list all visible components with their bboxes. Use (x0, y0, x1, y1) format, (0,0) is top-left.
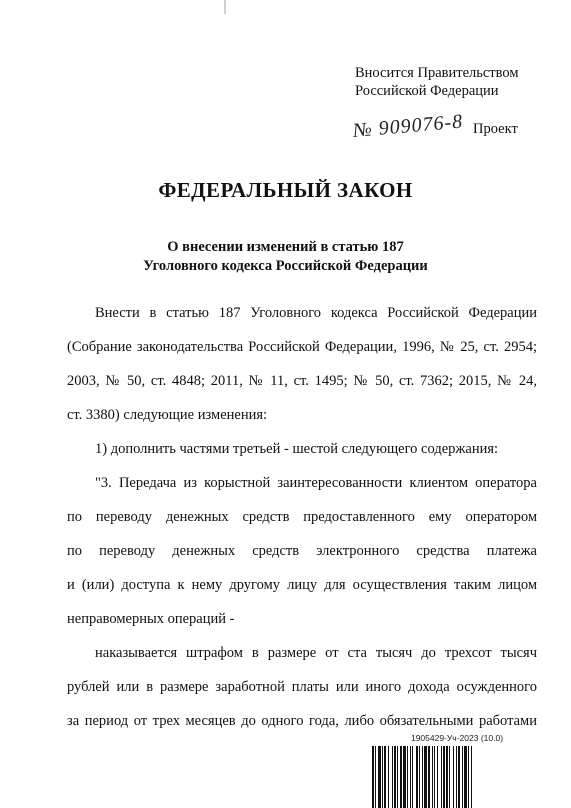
text-line: за период от трех месяцев до одного года, либо обязательными работами (67, 713, 537, 729)
document-title: ФЕДЕРАЛЬНЫЙ ЗАКОН (158, 178, 413, 202)
text-line: Внести в статью 187 Уголовного кодекса Российской Федерации (95, 305, 537, 321)
subtitle-line: Уголовного кодекса Российской Федерации (143, 258, 428, 274)
barcode-gap (472, 746, 474, 808)
handwritten-registration-number: № 909076-8 (351, 110, 465, 143)
barcode-block (372, 733, 542, 808)
text-line: рублей или в размере заработной платы или иного дохода осужденного (67, 679, 537, 695)
text-line: "3. Передача из корыстной заинтересованности клиентом оператора (95, 475, 537, 491)
text-line: и (или) доступа к нему другому лицу для осуществления таким лицом (67, 577, 537, 593)
text-line: наказывается штрафом в размере от ста тысяч до трехсот тысяч (95, 645, 537, 661)
text-line: неправомерных операций - (67, 611, 235, 627)
text-line: ст. 3380) следующие изменения: (67, 407, 268, 423)
submitter-line: Российской Федерации (355, 83, 499, 99)
barcode-image (372, 746, 542, 808)
submitter-line: Вносится Правительством (355, 65, 519, 81)
text-line: 2003, № 50, ст. 4848; 2011, № 11, ст. 1495; № 50, ст. 7362; 2015, № 24, (67, 373, 537, 389)
subtitle-line: О внесении изменений в статью 187 (167, 239, 404, 255)
text-line: по переводу денежных средств предоставленного ему оператором (67, 509, 537, 525)
submitter-block (355, 64, 519, 100)
scan-mark (224, 0, 226, 14)
text-line: (Собрание законодательства Российской Федерации, 1996, № 25, ст. 2954; (67, 339, 537, 355)
text-line: 1) дополнить частями третьей - шестой следующего содержания: (95, 441, 499, 457)
text-line: по переводу денежных средств электронного средства платежа (67, 543, 537, 559)
document-subtitle (0, 238, 571, 276)
draft-label: Проект (473, 121, 518, 137)
law-text (67, 303, 537, 745)
barcode-caption: 1905429-Уч-2023 (10.0) (410, 733, 504, 743)
